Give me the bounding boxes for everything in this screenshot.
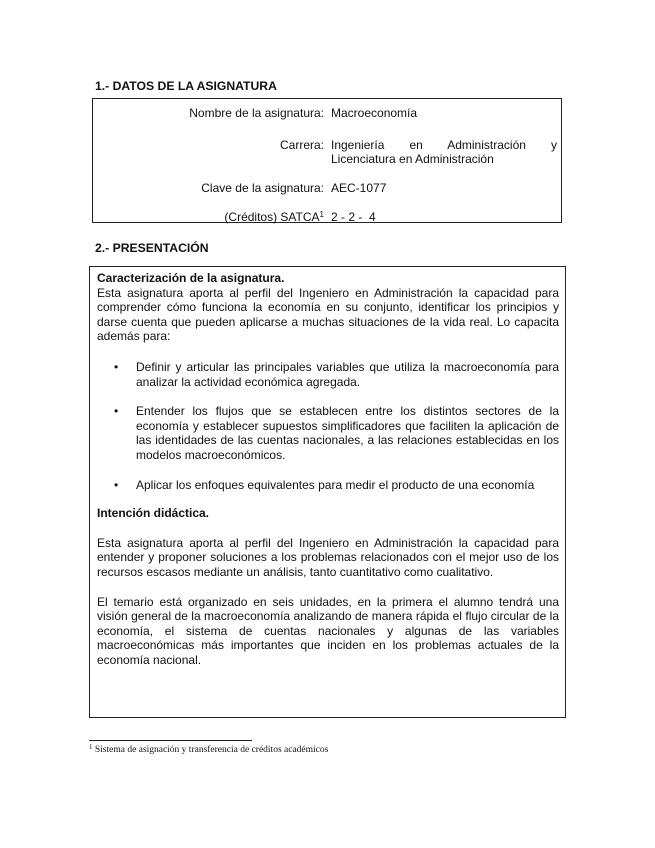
career-value-line-1: Ingeniería en Administración y <box>331 138 557 152</box>
list-item <box>97 404 559 462</box>
list-item <box>97 360 559 389</box>
career-value-line-2: Licenciatura en Administración <box>331 152 494 166</box>
footnote-mark: 1 <box>89 743 93 751</box>
list-item <box>97 478 559 493</box>
section-2-title: 2.- PRESENTACIÓN <box>95 241 209 255</box>
didactic-paragraph-1: Esta asignatura aporta al perfil del Ingeniero en Administración la capacidad para entender y proponer soluciones a los problemas relacionados con el mejor uso de los recursos escasos mediante un análisis, tanto cuantitativo como cualitativo. <box>97 535 559 579</box>
bullet-icon: • <box>114 477 119 492</box>
bullet-icon: • <box>114 404 119 419</box>
course-name-label: Nombre de la asignatura: <box>189 106 324 120</box>
presentation-box <box>89 266 566 718</box>
list-item-text: Aplicar los enfoques equivalentes para medir el producto de una economía <box>136 477 535 492</box>
course-name-value: Macroeconomía <box>331 106 418 120</box>
list-item-text: Entender los flujos que se establecen entre los distintos sectores de la economía y establecer supuestos simplificadores que faciliten la aplicación de las identidades de las cuentas nacionales, a las relaciones establecidas en los modelos macroeconómicos. <box>136 404 559 462</box>
credits-value: 2 - 2 - 4 <box>331 210 376 224</box>
credits-label-text: (Créditos) SATCA <box>224 210 320 224</box>
career-value <box>331 138 557 166</box>
bullet-icon: • <box>114 359 119 374</box>
didactic-paragraph-2: El temario está organizado en seis unidades, en la primera el alumno tendrá una visión general de la macroeconomía analizando de manera rápida el flujo circular de la economía, el sistema de cuentas nacionales y algunas de las variables macroeconómicas más importantes que inciden en los problemas actuales de la economía nacional. <box>97 594 559 667</box>
career-label: Carrera: <box>279 138 324 152</box>
footnote-divider <box>89 740 252 741</box>
didactic-intention-title: Intención didáctica. <box>97 506 210 521</box>
credits-footnote-mark: 1 <box>319 210 324 219</box>
course-data-table <box>92 98 562 223</box>
section-1-title: 1.- DATOS DE LA ASIGNATURA <box>95 79 277 93</box>
footnote <box>89 745 328 755</box>
course-code-label: Clave de la asignatura: <box>201 181 324 195</box>
course-code-value: AEC-1077 <box>331 181 387 195</box>
list-item-text: Definir y articular las principales variables que utiliza la macroeconomía para analizar la actividad económica agregada. <box>136 359 559 389</box>
credits-label <box>224 210 324 224</box>
footnote-text: Sistema de asignación y transferencia de créditos académicos <box>94 745 329 755</box>
characterization-title: Caracterización de la asignatura. <box>97 271 285 285</box>
capabilities-list <box>97 360 559 492</box>
characterization-intro: Esta asignatura aporta al perfil del Ingeniero en Administración la capacidad para comprender cómo funciona la economía en su conjunto, identificar los principios y darse cuenta que pueden aplicarse a muchas situaciones de la vida real. Lo capacita además para: <box>97 285 559 344</box>
